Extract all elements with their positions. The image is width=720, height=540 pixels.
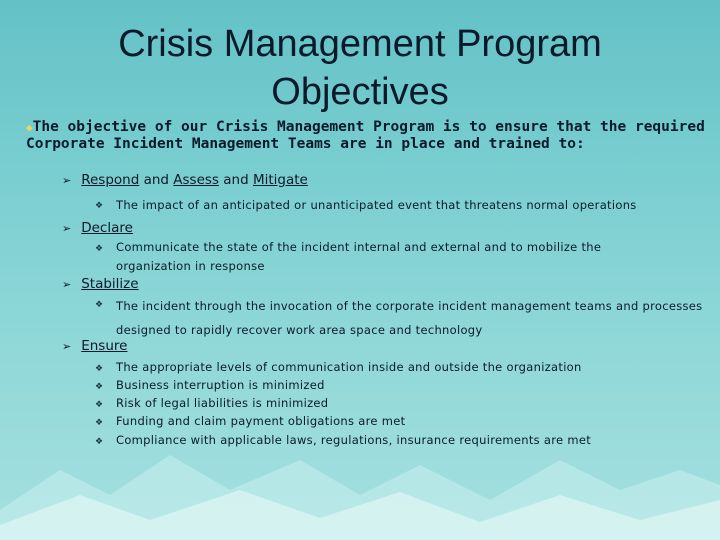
heading-word: Mitigate (252, 172, 308, 188)
section-heading-stabilize (62, 276, 139, 292)
list-item: Risk of legal liabilities is minimized (116, 396, 329, 410)
clover-icon: ❖ (95, 382, 104, 392)
section-heading-declare (62, 220, 133, 236)
clover-icon: ❖ (95, 364, 104, 374)
list-item: The impact of an anticipated or unanticipated event that threatens normal operations (116, 198, 637, 212)
heading-word: Respond (81, 172, 140, 188)
clover-icon: ❖ (95, 244, 104, 254)
list-item: Communicate the state of the incident internal and external and to mobilize the organization in response (116, 240, 602, 273)
diamond-icon: ◆ (26, 121, 33, 134)
list-item: Funding and claim payment obligations are met (116, 414, 406, 428)
list-item: The incident through the invocation of the corporate incident management teams and processes designed to rapidly recover work area space and technology (116, 299, 703, 337)
heading-word: Declare (81, 220, 133, 236)
arrow-icon: ➢ (62, 278, 72, 291)
arrow-icon: ➢ (62, 174, 72, 187)
intro-text: The objective of our Crisis Management Program is to ensure that the required Corporate Incident Management Teams are in place and trained to: (26, 119, 705, 152)
slide-title (0, 20, 720, 116)
list-item: The appropriate levels of communication inside and outside the organization (116, 360, 582, 374)
heading-word: Assess (173, 172, 219, 188)
list-item: Business interruption is minimized (116, 378, 325, 392)
section-heading-respond (62, 172, 308, 188)
title-line-1: Crisis Management Program (118, 23, 602, 65)
arrow-icon: ➢ (62, 222, 72, 235)
heading-word: Ensure (81, 338, 128, 354)
heading-connector: and (218, 172, 253, 188)
clover-icon: ❖ (95, 400, 104, 410)
heading-word: Stabilize (81, 276, 139, 292)
section-heading-ensure (62, 338, 127, 354)
clover-icon: ❖ (95, 201, 104, 211)
clover-icon: ❖ (95, 418, 104, 428)
intro-paragraph (26, 119, 706, 153)
title-line-2: Objectives (271, 71, 449, 113)
clover-icon: ❖ (95, 300, 104, 310)
arrow-icon: ➢ (62, 340, 72, 353)
list-item: Compliance with applicable laws, regulations, insurance requirements are met (116, 433, 592, 447)
clover-icon: ❖ (95, 437, 104, 447)
heading-connector: and (139, 172, 174, 188)
